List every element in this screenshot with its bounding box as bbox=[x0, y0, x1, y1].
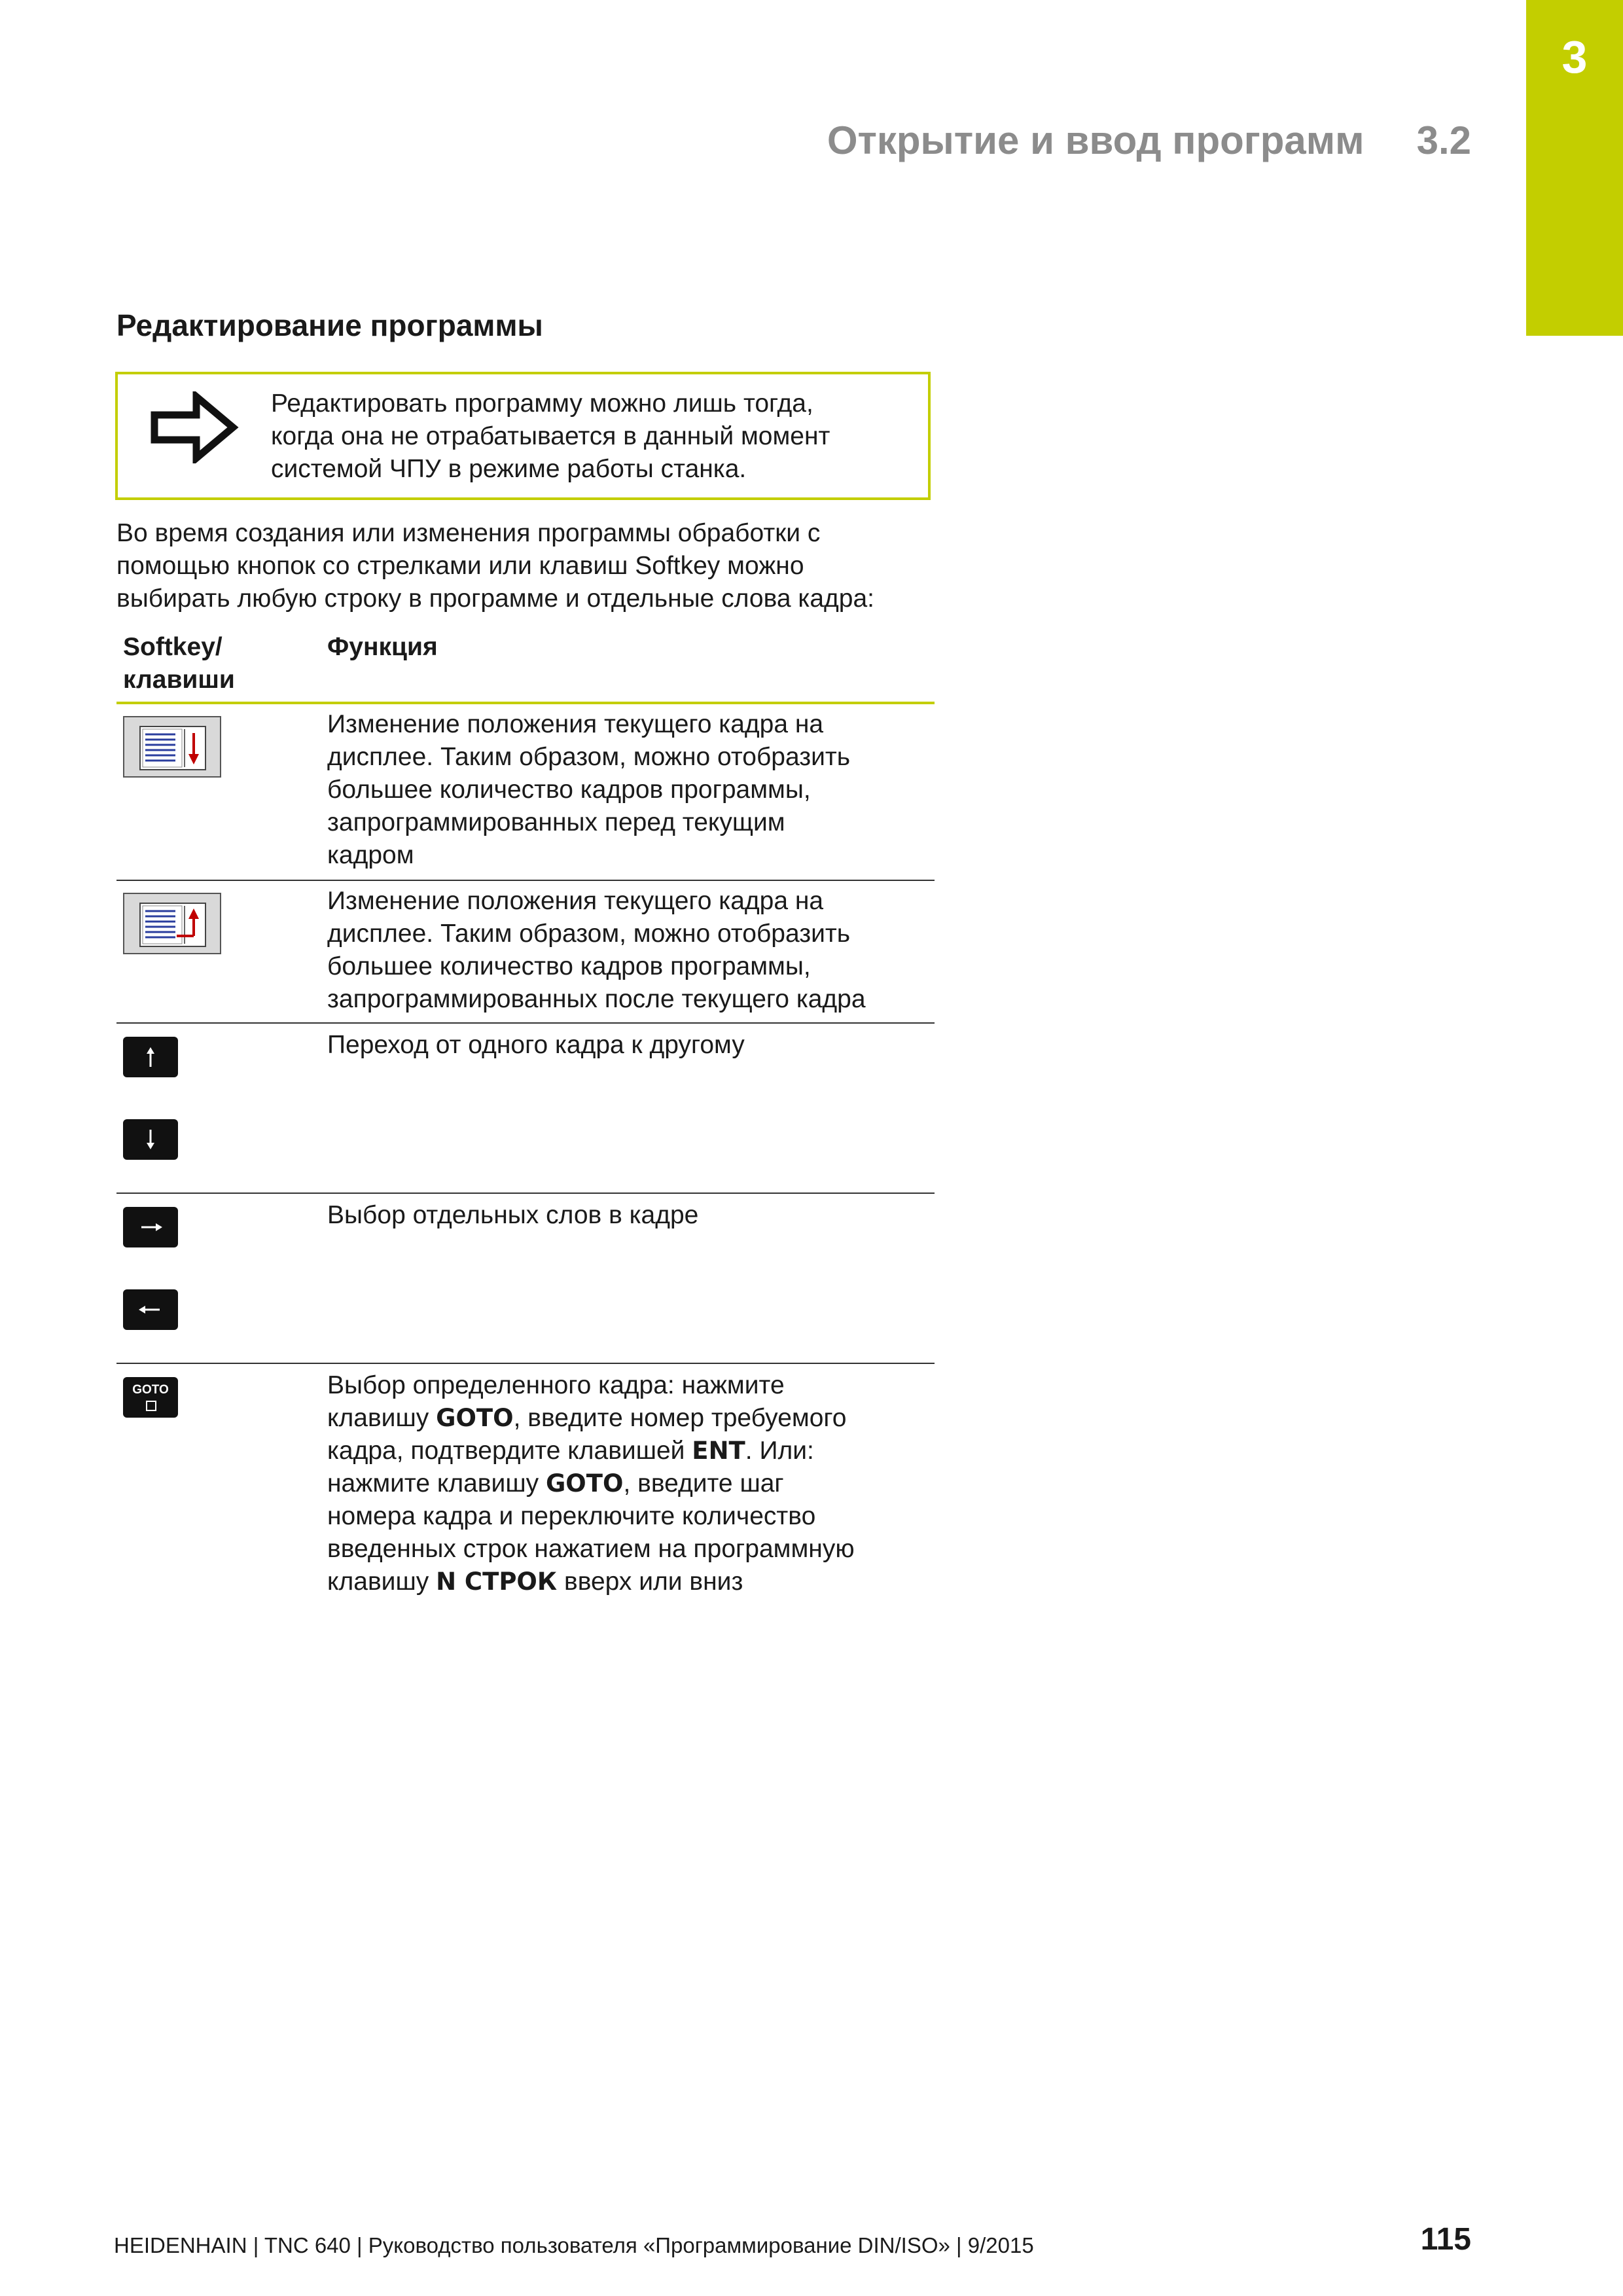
text-run: , введите номер требуемого bbox=[513, 1404, 847, 1432]
intro-paragraph bbox=[116, 517, 948, 615]
goto-key-square bbox=[146, 1401, 156, 1411]
table-cell-line: большее количество кадров программы, bbox=[327, 952, 811, 980]
table-row-rule bbox=[116, 1363, 935, 1364]
chapter-tab bbox=[1526, 0, 1623, 336]
intro-line: Во время создания или изменения программы обработки с bbox=[116, 519, 821, 547]
table-cell-line: Выбор определенного кадра: нажмите bbox=[327, 1371, 785, 1399]
table-header-keys-line: Softkey/ bbox=[123, 633, 223, 661]
goto-key-icon bbox=[123, 1377, 178, 1418]
table-header-keys bbox=[123, 631, 319, 696]
text-run: кадра, подтвердите клавишей bbox=[327, 1437, 692, 1465]
table-cell-function bbox=[327, 1029, 929, 1062]
table-cell-line bbox=[327, 1467, 929, 1500]
table-cell-line: запрограммированных после текущего кадра bbox=[327, 985, 866, 1013]
running-header-section: 3.2 bbox=[1416, 118, 1471, 162]
arrow-right-key-icon bbox=[123, 1207, 178, 1247]
page-footer: HEIDENHAIN | TNC 640 | Руководство пользователя «Программирование DIN/ISO» | 9/2015 bbox=[114, 2233, 1034, 2257]
note-line: когда она не отрабатывается в данный момент bbox=[271, 422, 830, 450]
note-line: Редактировать программу можно лишь тогда, bbox=[271, 389, 813, 418]
table-cell-line: запрограммированных перед текущим bbox=[327, 808, 785, 836]
text-run: клавишу bbox=[327, 1404, 437, 1432]
arrow-right-icon bbox=[149, 391, 240, 463]
table-cell-line: Изменение положения текущего кадра на bbox=[327, 710, 824, 738]
table-header-keys-line: клавиши bbox=[123, 666, 235, 694]
table-header-function: Функция bbox=[327, 633, 438, 661]
arrow-up-key-icon bbox=[123, 1037, 178, 1077]
table-cell-function bbox=[327, 1199, 929, 1232]
table-cell-line: кадром bbox=[327, 841, 414, 869]
table-row-rule bbox=[116, 880, 935, 881]
key-name: N СТРОК bbox=[436, 1568, 558, 1596]
note-box bbox=[115, 372, 931, 500]
key-name: GOTO bbox=[545, 1469, 624, 1498]
intro-line: выбирать любую строку в программе и отдельные слова кадра: bbox=[116, 584, 874, 613]
arrow-left-key-icon bbox=[123, 1289, 178, 1330]
page-number: 115 bbox=[1420, 2222, 1471, 2257]
softkey-page-up-icon bbox=[123, 893, 221, 954]
table-cell-line: Изменение положения текущего кадра на bbox=[327, 887, 824, 915]
key-name: ENT bbox=[692, 1437, 745, 1465]
table-cell-line: Выбор отдельных слов в кадре bbox=[327, 1201, 699, 1229]
arrow-down-key-icon bbox=[123, 1119, 178, 1160]
table-cell-line: дисплее. Таким образом, можно отобразить bbox=[327, 743, 851, 771]
table-cell-function bbox=[327, 1369, 929, 1598]
running-header bbox=[827, 118, 1471, 163]
section-title: Редактирование программы bbox=[116, 308, 543, 342]
table-cell-function bbox=[327, 885, 929, 1016]
table-header-rule bbox=[116, 702, 935, 704]
table-cell-line: введенных строк нажатием на программную bbox=[327, 1535, 855, 1563]
table-cell-line bbox=[327, 1402, 929, 1435]
note-text bbox=[271, 387, 919, 486]
table-cell-line bbox=[327, 1566, 929, 1598]
table-row-rule bbox=[116, 1022, 935, 1024]
table-cell-line: номера кадра и переключите количество bbox=[327, 1502, 816, 1530]
text-run: , введите шаг bbox=[623, 1469, 784, 1498]
text-run: вверх или вниз bbox=[557, 1568, 743, 1596]
table-cell-line bbox=[327, 1435, 929, 1467]
goto-key-label: GOTO bbox=[132, 1383, 169, 1397]
intro-line: помощью кнопок со стрелками или клавиш Softkey можно bbox=[116, 552, 804, 580]
running-header-title: Открытие и ввод программ bbox=[827, 118, 1364, 162]
softkey-page-down-icon bbox=[123, 716, 221, 778]
text-run: . Или: bbox=[745, 1437, 814, 1465]
table-cell-function bbox=[327, 708, 929, 872]
text-run: нажмите клавишу bbox=[327, 1469, 546, 1498]
chapter-number: 3 bbox=[1561, 31, 1588, 82]
note-line: системой ЧПУ в режиме работы станка. bbox=[271, 455, 747, 483]
text-run: клавишу bbox=[327, 1568, 437, 1596]
key-name: GOTO bbox=[436, 1404, 514, 1432]
table-cell-line: Переход от одного кадра к другому bbox=[327, 1031, 745, 1059]
table-cell-line: большее количество кадров программы, bbox=[327, 776, 811, 804]
table-cell-line: дисплее. Таким образом, можно отобразить bbox=[327, 920, 851, 948]
table-row-rule bbox=[116, 1193, 935, 1194]
